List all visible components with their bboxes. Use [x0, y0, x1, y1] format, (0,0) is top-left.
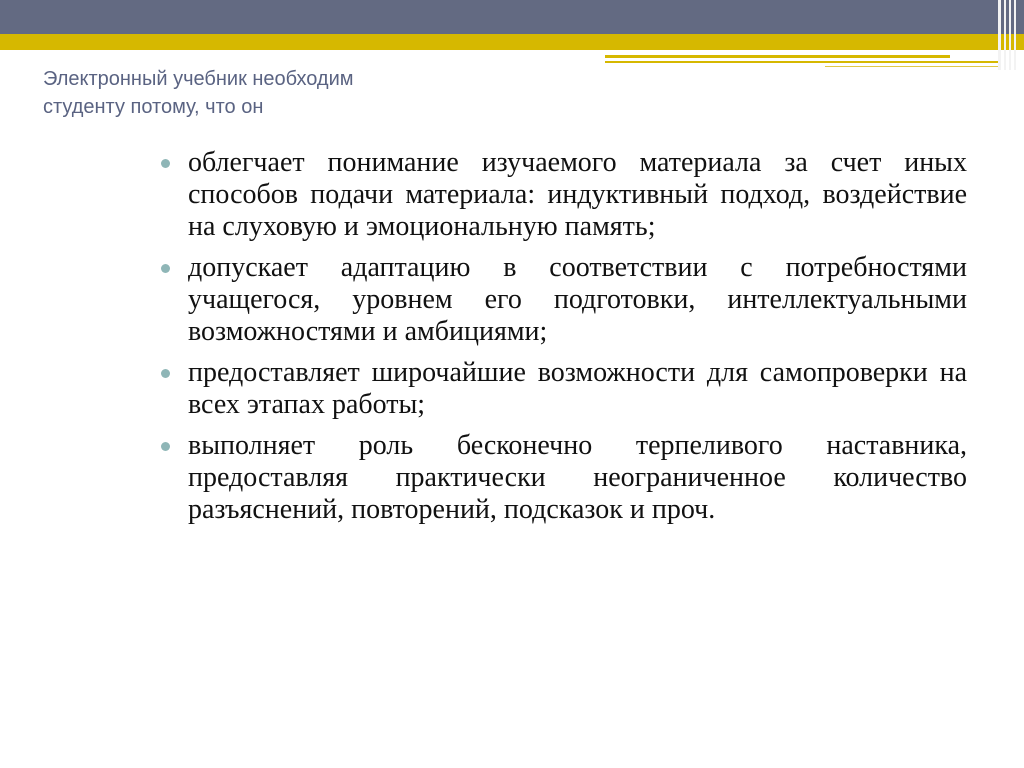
- bullet-text: предоставляет широчайшие возможности для самопроверки на всех этапах работы;: [188, 357, 967, 420]
- bullet-item: [155, 147, 967, 243]
- slide-title: [43, 65, 563, 121]
- accent-line: [605, 55, 950, 58]
- bullet-text: облегчает понимание изучаемого материала за счет иных способов подачи материала: индуктивный подход, воздействие на слуховую и эмоциональную память;: [188, 147, 967, 242]
- bullet-icon: [161, 369, 170, 378]
- accent-line: [605, 61, 1000, 63]
- bullet-text: выполняет роль бесконечно терпеливого наставника, предоставляя практически неограниченное количество разъяснений, повторений, подсказок и проч.: [188, 430, 967, 525]
- bullet-icon: [161, 264, 170, 273]
- slide-title-line: студенту потому, что он: [43, 96, 264, 118]
- accent-band: [0, 34, 1024, 50]
- bullet-item: [155, 252, 967, 348]
- header-band: [0, 0, 1024, 34]
- bullet-icon: [161, 159, 170, 168]
- bullet-text: допускает адаптацию в соответствии с потребностями учащегося, уровнем его подготовки, интеллектуальными возможностями и амбициями;: [188, 252, 967, 347]
- bullet-list: [155, 147, 967, 535]
- slide-title-line: Электронный учебник необходим: [43, 68, 354, 90]
- decorative-stripes: [994, 0, 1024, 70]
- bullet-item: [155, 430, 967, 526]
- bullet-icon: [161, 442, 170, 451]
- accent-line: [825, 66, 1000, 67]
- bullet-item: [155, 357, 967, 421]
